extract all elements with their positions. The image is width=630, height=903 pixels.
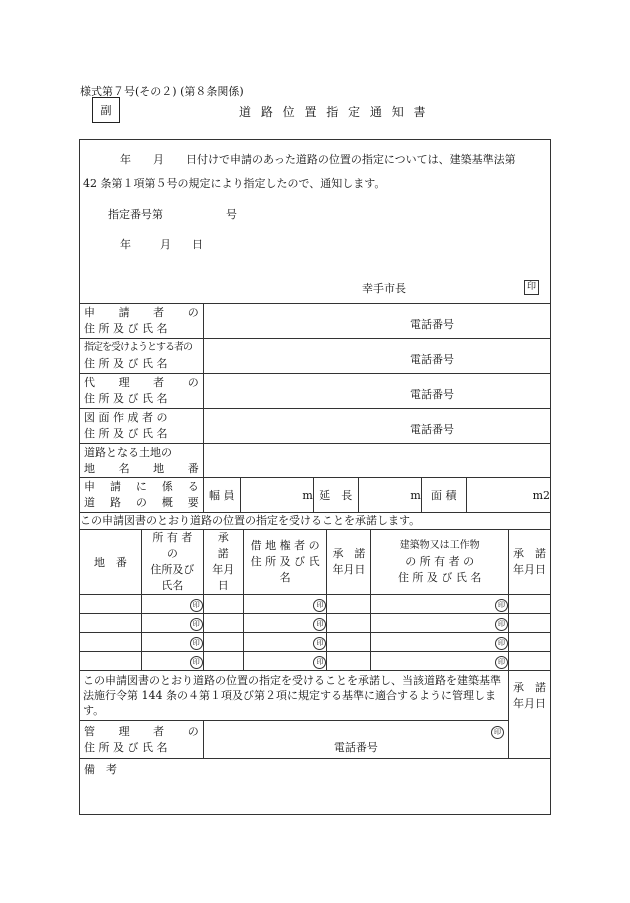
- land-value[interactable]: [203, 444, 550, 478]
- seal-icon: 印: [313, 656, 326, 669]
- col-building-date: 承 諾 年月日: [508, 530, 550, 595]
- drawer-label: 図 面 作 成 者 の 住 所 及 び 氏 名: [80, 409, 204, 444]
- remarks-cell[interactable]: [80, 759, 551, 815]
- drawer-value[interactable]: [203, 409, 550, 444]
- length-value[interactable]: m: [358, 478, 421, 512]
- recipient-value[interactable]: [203, 339, 550, 374]
- recipient-label: 指定を受けようとする者の 住 所 及 び 氏 名: [80, 339, 204, 374]
- seal-icon: 印: [495, 637, 508, 650]
- manager-seal-icon: 印: [491, 726, 504, 739]
- summary-value: [203, 478, 550, 513]
- col-lease-date: 承 諾 年月日: [327, 530, 371, 595]
- seal-icon: 印: [495, 599, 508, 612]
- seal-icon: 印: [495, 618, 508, 631]
- seal-icon: 印: [190, 637, 203, 650]
- seal-icon: 印: [495, 656, 508, 669]
- document-title: 道 路 位 置 指 定 通 知 書: [239, 105, 429, 119]
- recipient-phone: 電話番号: [410, 353, 454, 366]
- area-label: 面 積: [421, 478, 466, 512]
- mayor-name: 幸手市長: [362, 282, 406, 295]
- seal-icon: 印: [313, 637, 326, 650]
- form-number: 様式第７号(その２) (第８条関係): [80, 85, 244, 98]
- drawer-phone: 電話番号: [410, 423, 454, 436]
- table-row: [80, 595, 551, 614]
- intro-line1: 年 月 日付けで申請のあった道路の位置の指定については、建築基準法第: [120, 153, 516, 166]
- manager-phone: 電話番号: [333, 741, 378, 754]
- designation-suffix: 号: [226, 208, 237, 221]
- seal-icon: 印: [190, 618, 203, 631]
- col-lot-number: 地 番: [80, 530, 142, 595]
- agent-phone: 電話番号: [410, 388, 454, 401]
- intro-cell: [80, 140, 551, 304]
- manager-statement: この申請図書のとおり道路の位置の指定を受けることを承諾し、当該道路を建築基準法施行令第 144 条の４第１項及び第２項に規定する基準に適合するように管理します。: [80, 671, 509, 721]
- date-month: 月: [160, 238, 171, 251]
- designation-prefix: 指定番号第: [108, 208, 163, 221]
- land-label: 道路となる土地の 地 名 地 番: [80, 444, 204, 478]
- col-building-owner: 建築物又は工作物 の 所 有 者 の 住 所 及 び 氏 名: [371, 530, 509, 595]
- table-row: [80, 652, 551, 671]
- seal-icon: 印: [313, 618, 326, 631]
- manager-date-col[interactable]: 承 諾 年月日: [508, 671, 550, 759]
- col-owner: 所 有 者 の 住所及び氏名: [141, 530, 203, 595]
- length-label: 延 長: [313, 478, 358, 512]
- seal-icon: 印: [190, 599, 203, 612]
- area-value[interactable]: m2: [532, 488, 550, 502]
- manager-value[interactable]: [203, 721, 508, 759]
- summary-label: 申 請 に 係 る 道 路 の 概 要: [80, 478, 204, 513]
- applicant-value[interactable]: [203, 304, 550, 339]
- agent-label: 代 理 者 の 住 所 及 び 氏 名: [80, 374, 204, 409]
- mayor-seal-icon: 印: [524, 280, 539, 295]
- col-owner-date: 承 諾 年月日: [203, 530, 243, 595]
- form-table: [79, 139, 551, 815]
- agent-value[interactable]: [203, 374, 550, 409]
- intro-line2: 42 条第１項第５号の規定により指定したので、通知します。: [83, 177, 386, 190]
- date-day: 日: [192, 238, 203, 251]
- col-leaseholder: 借 地 権 者 の 住 所 及 び 氏 名: [243, 530, 327, 595]
- table-row: [80, 614, 551, 633]
- width-value[interactable]: m: [240, 478, 313, 512]
- table-row: [80, 633, 551, 652]
- seal-icon: 印: [190, 656, 203, 669]
- applicant-label: 申 請 者 の 住 所 及 び 氏 名: [80, 304, 204, 339]
- seal-icon: 印: [313, 599, 326, 612]
- manager-label: 管 理 者 の 住 所 及 び 氏 名: [80, 721, 204, 759]
- date-year: 年: [120, 238, 131, 251]
- consent-statement: この申請図書のとおり道路の位置の指定を受けることを承諾します。: [80, 513, 551, 530]
- applicant-phone: 電話番号: [410, 318, 454, 331]
- width-label: 幅 員: [204, 478, 241, 512]
- remarks-label: 備 考: [84, 763, 117, 776]
- copy-mark: 副: [92, 97, 120, 123]
